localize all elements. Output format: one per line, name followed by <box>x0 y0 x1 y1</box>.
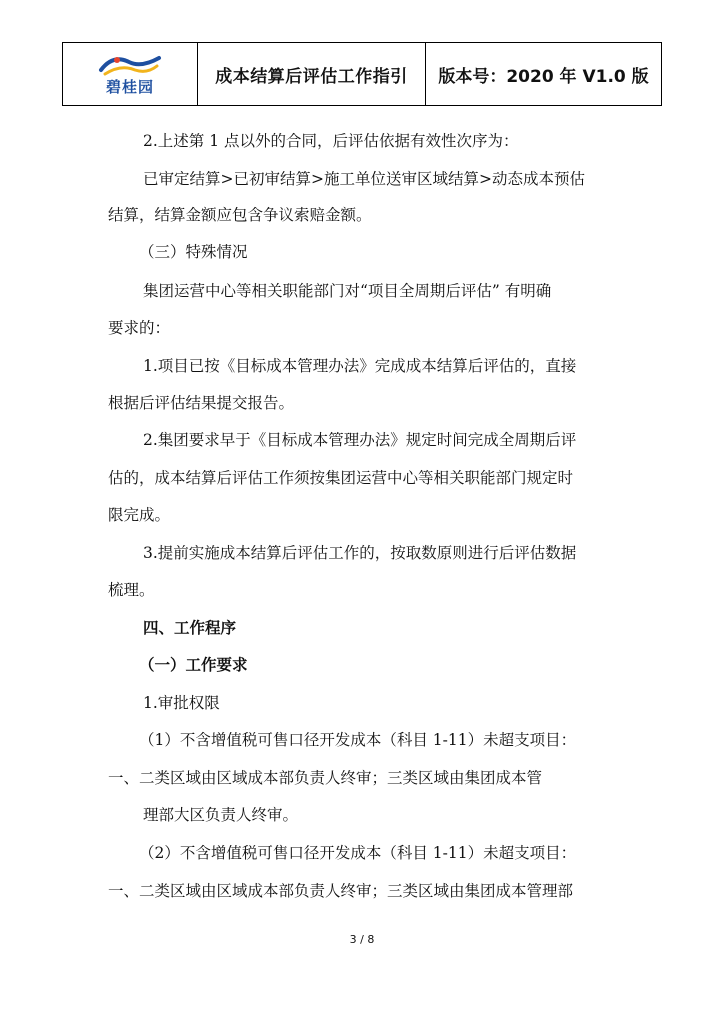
body-line: 估的，成本结算后评估工作须按集团运营中心等相关职能部门规定时 <box>108 469 574 487</box>
body-line: 一、二类区域由区域成本部负责人终审；三类区域由集团成本管 <box>108 769 543 787</box>
body-line: 3.提前实施成本结算后评估工作的，按取数原则进行后评估数据 <box>143 544 577 562</box>
body-line: 2.上述第 1 点以外的合同，后评估依据有效性次序为： <box>143 132 519 150</box>
body-line: 一、二类区域由区域成本部负责人终审；三类区域由集团成本管理部 <box>108 882 574 900</box>
body-line: （1）不含增值税可售口径开发成本（科目 1-11）未超支项目： <box>139 731 577 749</box>
logo-cell <box>63 43 198 105</box>
section-heading: （一）工作要求 <box>139 656 248 674</box>
body-line: 根据后评估结果提交报告。 <box>108 394 295 412</box>
country-garden-logo-icon <box>95 52 165 78</box>
body-line: （2）不含增值税可售口径开发成本（科目 1-11）未超支项目： <box>139 844 577 862</box>
body-line: 限完成。 <box>108 506 171 524</box>
body-line: 已审定结算>已初审结算>施工单位送审区域结算>动态成本预估 <box>143 170 585 188</box>
body-line: 集团运营中心等相关职能部门对“项目全周期后评估” 有明确 <box>143 282 552 300</box>
body-line: 2.集团要求早于《目标成本管理办法》规定时间完成全周期后评 <box>143 431 577 449</box>
document-title: 成本结算后评估工作指引 <box>198 43 426 105</box>
body-line: 1.项目已按《目标成本管理办法》完成成本结算后评估的，直接 <box>143 357 577 375</box>
version-number: 版本号：2020 年 V1.0 版 <box>438 66 649 87</box>
body-line: 结算，结算金额应包含争议索赔金额。 <box>108 206 372 224</box>
header-table <box>62 42 662 106</box>
body-line: 理部大区负责人终审。 <box>143 806 299 824</box>
body-line: 梳理。 <box>108 581 155 599</box>
chapter-heading: 四、工作程序 <box>143 619 237 637</box>
logo-text: 碧桂园 <box>105 77 154 96</box>
section-heading: （三）特殊情况 <box>139 243 248 261</box>
body-line: 要求的： <box>108 319 171 337</box>
body-line: 1.审批权限 <box>143 694 220 712</box>
page-number: 3 / 8 <box>349 933 375 946</box>
